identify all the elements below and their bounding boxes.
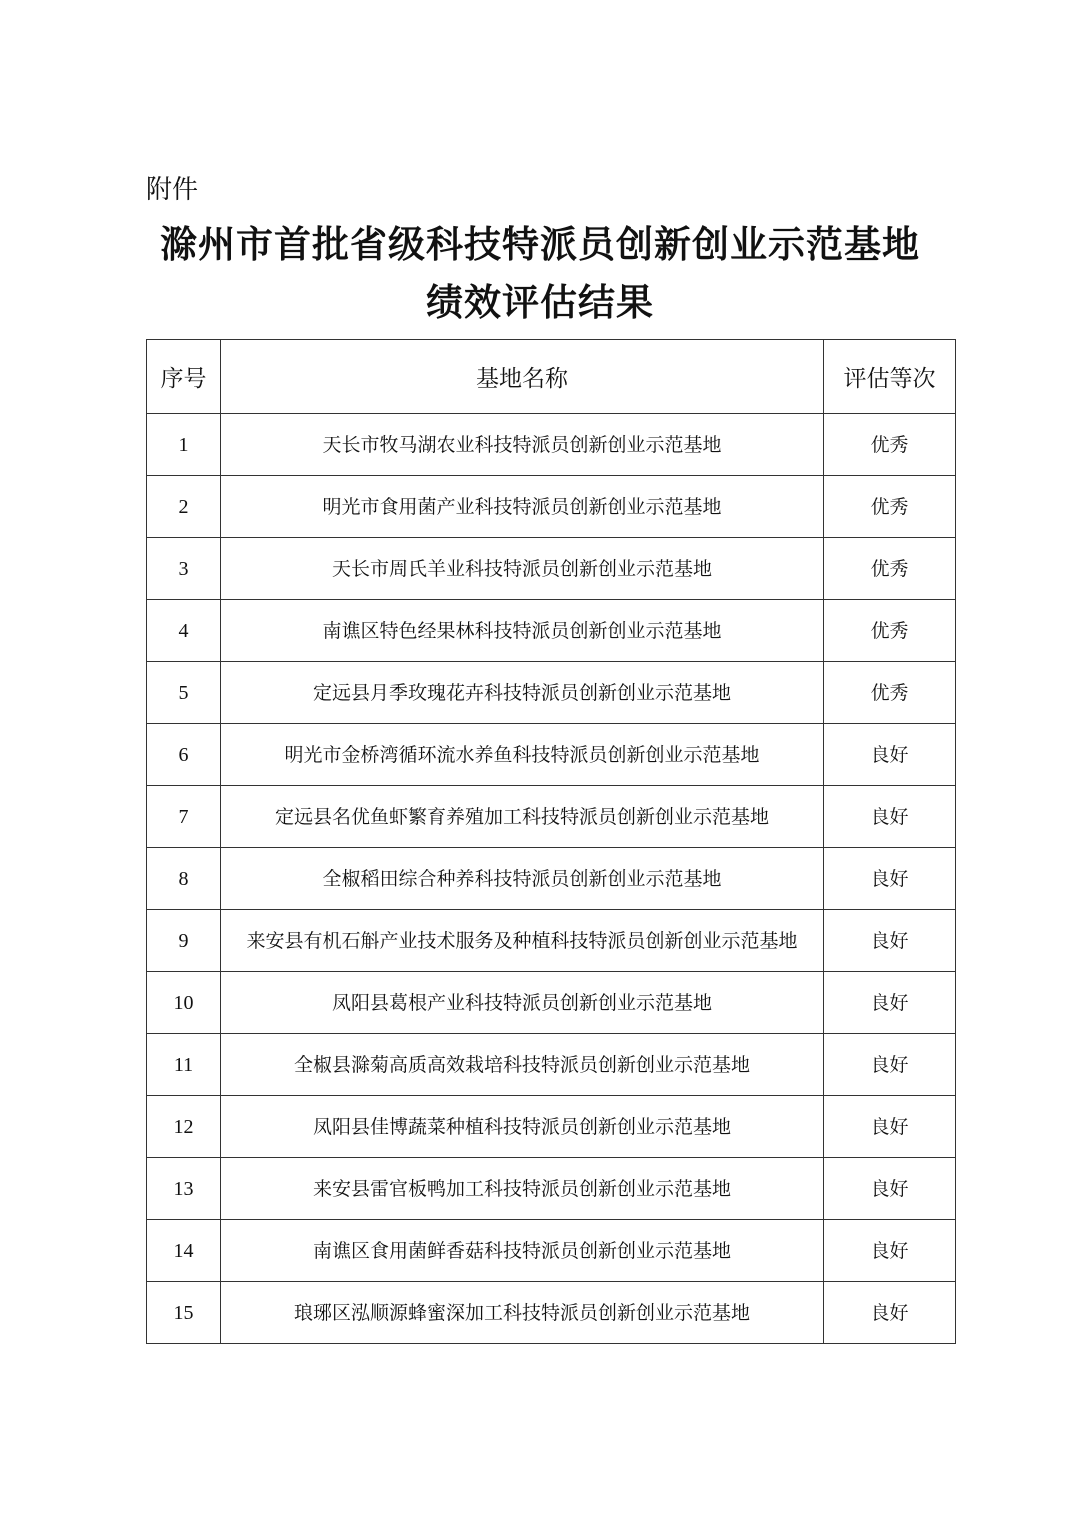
grade-cell: 良好 [824,1282,956,1344]
base-name-cell: 定远县月季玫瑰花卉科技特派员创新创业示范基地 [221,662,824,724]
serial-cell: 5 [147,662,221,724]
grade-cell: 良好 [824,910,956,972]
table-row [147,1282,956,1344]
table-header-row [147,340,956,414]
grade-cell: 良好 [824,1096,956,1158]
table-row [147,910,956,972]
table-row [147,1220,956,1282]
base-name-cell: 琅琊区泓顺源蜂蜜深加工科技特派员创新创业示范基地 [221,1282,824,1344]
serial-cell: 10 [147,972,221,1034]
base-name-cell: 天长市牧马湖农业科技特派员创新创业示范基地 [221,414,824,476]
table-row [147,600,956,662]
serial-cell: 12 [147,1096,221,1158]
table-row [147,972,956,1034]
base-name-cell: 南谯区食用菌鲜香菇科技特派员创新创业示范基地 [221,1220,824,1282]
grade-cell: 优秀 [824,538,956,600]
serial-cell: 4 [147,600,221,662]
base-name-cell: 来安县有机石斛产业技术服务及种植科技特派员创新创业示范基地 [221,910,824,972]
grade-cell: 良好 [824,724,956,786]
base-name-cell: 凤阳县葛根产业科技特派员创新创业示范基地 [221,972,824,1034]
serial-cell: 1 [147,414,221,476]
column-header-serial: 序号 [147,340,221,414]
serial-cell: 3 [147,538,221,600]
base-name-cell: 天长市周氏羊业科技特派员创新创业示范基地 [221,538,824,600]
table-row [147,1096,956,1158]
base-name-cell: 全椒县滁菊高质高效栽培科技特派员创新创业示范基地 [221,1034,824,1096]
grade-cell: 良好 [824,786,956,848]
table-row [147,724,956,786]
serial-cell: 6 [147,724,221,786]
serial-cell: 15 [147,1282,221,1344]
table-row [147,1158,956,1220]
table-row [147,414,956,476]
serial-cell: 14 [147,1220,221,1282]
base-name-cell: 全椒稻田综合种养科技特派员创新创业示范基地 [221,848,824,910]
document-title-line-1: 滁州市首批省级科技特派员创新创业示范基地 [160,223,920,266]
serial-cell: 13 [147,1158,221,1220]
evaluation-results-table [146,339,956,1344]
serial-cell: 2 [147,476,221,538]
table-row [147,786,956,848]
table-row [147,538,956,600]
grade-cell: 良好 [824,1158,956,1220]
base-name-cell: 凤阳县佳博蔬菜种植科技特派员创新创业示范基地 [221,1096,824,1158]
grade-cell: 优秀 [824,600,956,662]
serial-cell: 8 [147,848,221,910]
grade-cell: 良好 [824,972,956,1034]
base-name-cell: 南谯区特色经果林科技特派员创新创业示范基地 [221,600,824,662]
grade-cell: 良好 [824,1034,956,1096]
table-row [147,1034,956,1096]
grade-cell: 优秀 [824,414,956,476]
base-name-cell: 明光市食用菌产业科技特派员创新创业示范基地 [221,476,824,538]
grade-cell: 优秀 [824,476,956,538]
column-header-base-name: 基地名称 [221,340,824,414]
grade-cell: 良好 [824,848,956,910]
grade-cell: 良好 [824,1220,956,1282]
column-header-grade: 评估等次 [824,340,956,414]
table-row [147,476,956,538]
table-row [147,662,956,724]
base-name-cell: 来安县雷官板鸭加工科技特派员创新创业示范基地 [221,1158,824,1220]
base-name-cell: 明光市金桥湾循环流水养鱼科技特派员创新创业示范基地 [221,724,824,786]
serial-cell: 11 [147,1034,221,1096]
table-row [147,848,956,910]
base-name-cell: 定远县名优鱼虾繁育养殖加工科技特派员创新创业示范基地 [221,786,824,848]
attachment-label: 附件 [146,175,199,205]
serial-cell: 9 [147,910,221,972]
grade-cell: 优秀 [824,662,956,724]
document-title-line-2: 绩效评估结果 [426,281,654,324]
serial-cell: 7 [147,786,221,848]
